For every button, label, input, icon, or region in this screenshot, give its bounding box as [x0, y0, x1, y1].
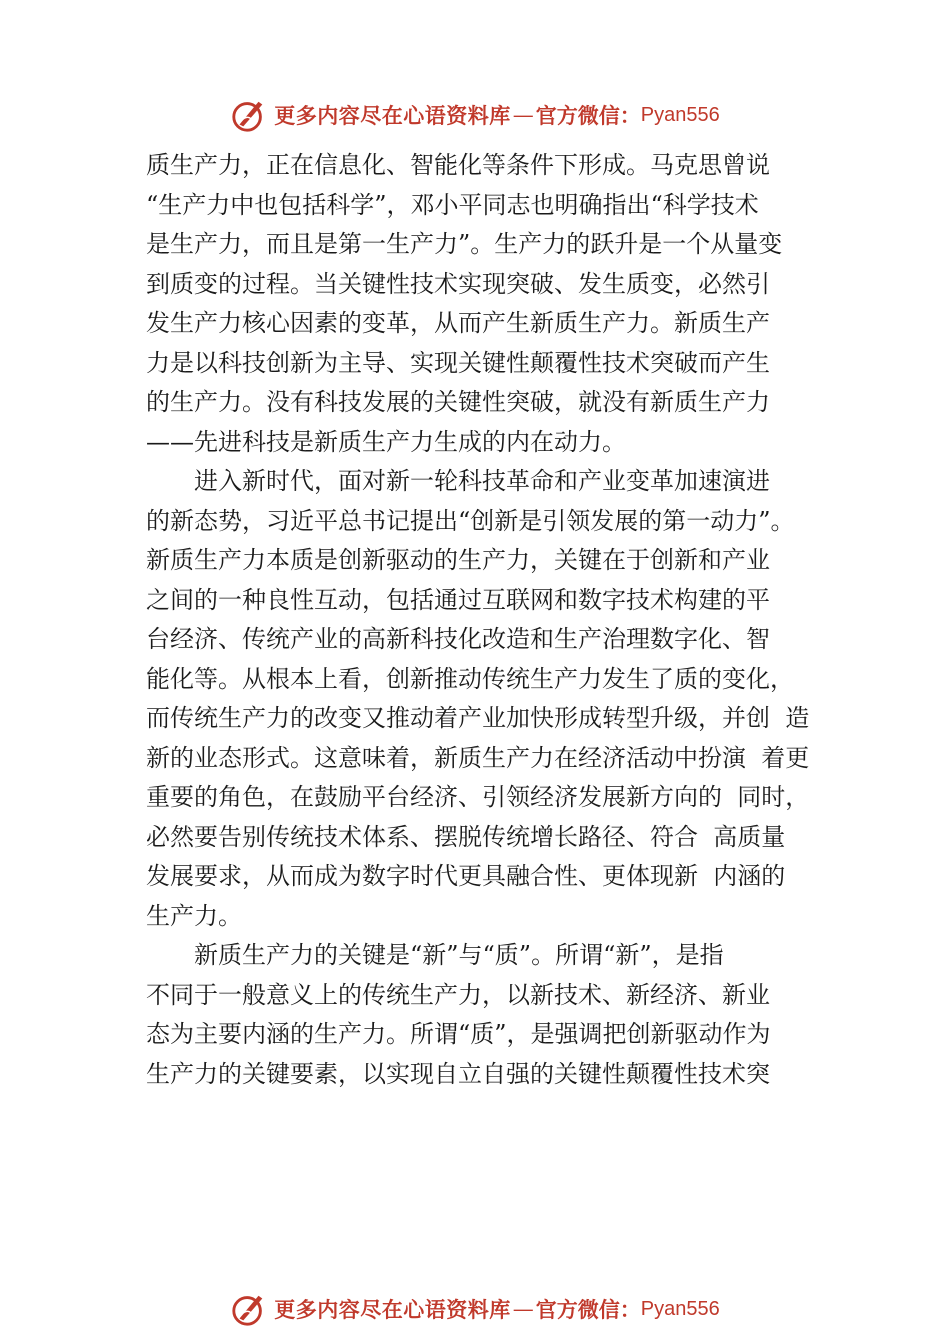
text-line: 生产力的关键要素，以实现自立自强的关键性颠覆性技术突: [146, 1059, 770, 1088]
text-line: 必然要告别传统技术体系、摆脱传统增长路径、符合 高质量: [146, 822, 786, 851]
footer-watermark: [0, 1289, 950, 1329]
text-line: 新的业态形式。这意味着，新质生产力在经济活动中扮演 着更: [146, 743, 810, 772]
text-line: 不同于一般意义上的传统生产力，以新技术、新经济、新业: [146, 980, 770, 1009]
text-line: 到质变的过程。当关键性技术实现突破、发生质变，必然引: [146, 269, 770, 298]
article-body: [146, 146, 836, 1094]
text-line: 是生产力，而且是第一生产力”。生产力的跃升是一个从量变: [146, 230, 783, 258]
text-line: “生产力中也包括科学”，邓小平同志也明确指出“科学技术: [146, 190, 759, 219]
banner-wechat-handle: Pyan556: [640, 1297, 720, 1320]
text-line: 的新态势，习近平总书记提出“创新是引领发展的第一动力”。: [146, 506, 795, 535]
banner-title: 更多内容尽在心语资料库: [274, 1297, 511, 1322]
text-line: 台经济、传统产业的高新科技化改造和生产治理数字化、智: [146, 625, 770, 653]
text-line: 之间的一种良性互动，包括通过互联网和数字技术构建的平: [146, 585, 770, 614]
text-line: 生产力。: [146, 901, 242, 930]
text-line: 新质生产力本质是创新驱动的生产力，关键在于创新和产业: [146, 546, 770, 574]
banner-dash: —: [512, 103, 534, 127]
banner-wechat-label: 官方微信：: [535, 103, 641, 128]
text-line: 能化等。从根本上看，创新推动传统生产力发生了质的变化，: [146, 664, 794, 693]
text-line: 力是以科技创新为主导、实现关键性颠覆性技术突破而产生: [146, 348, 770, 377]
quill-logo-icon: [230, 96, 268, 134]
text-line: 进入新时代，面对新一轮科技革命和产业变革加速演进: [194, 467, 770, 495]
text-line: 发生产力核心因素的变革，从而产生新质生产力。新质生产: [146, 309, 770, 337]
text-line: 态为主要内涵的生产力。所谓“质”，是强调把创新驱动作为: [146, 1020, 771, 1048]
text-line: 发展要求，从而成为数字时代更具融合性、更体现新 内涵的: [146, 862, 786, 890]
text-line: ——先进科技是新质生产力生成的内在动力。: [146, 427, 626, 456]
banner-wechat-label: 官方微信：: [535, 1297, 641, 1322]
text-line: 的生产力。没有科技发展的关键性突破，就没有新质生产力: [146, 388, 770, 416]
text-line: 质生产力，正在信息化、智能化等条件下形成。马克思曾说: [146, 151, 770, 179]
text-line: 重要的角色，在鼓励平台经济、引领经济发展新方向的 同时，: [146, 783, 810, 811]
banner-wechat-handle: Pyan556: [640, 103, 720, 126]
text-line: 新质生产力的关键是“新”与“质”。所谓“新”，是指: [194, 941, 724, 969]
text-line: 而传统生产力的改变又推动着产业加快形成转型升级，并创 造: [146, 704, 810, 732]
banner-dash: —: [512, 1297, 534, 1321]
banner-title: 更多内容尽在心语资料库: [274, 103, 511, 128]
quill-logo-icon: [230, 1290, 268, 1328]
header-watermark: [0, 95, 950, 135]
